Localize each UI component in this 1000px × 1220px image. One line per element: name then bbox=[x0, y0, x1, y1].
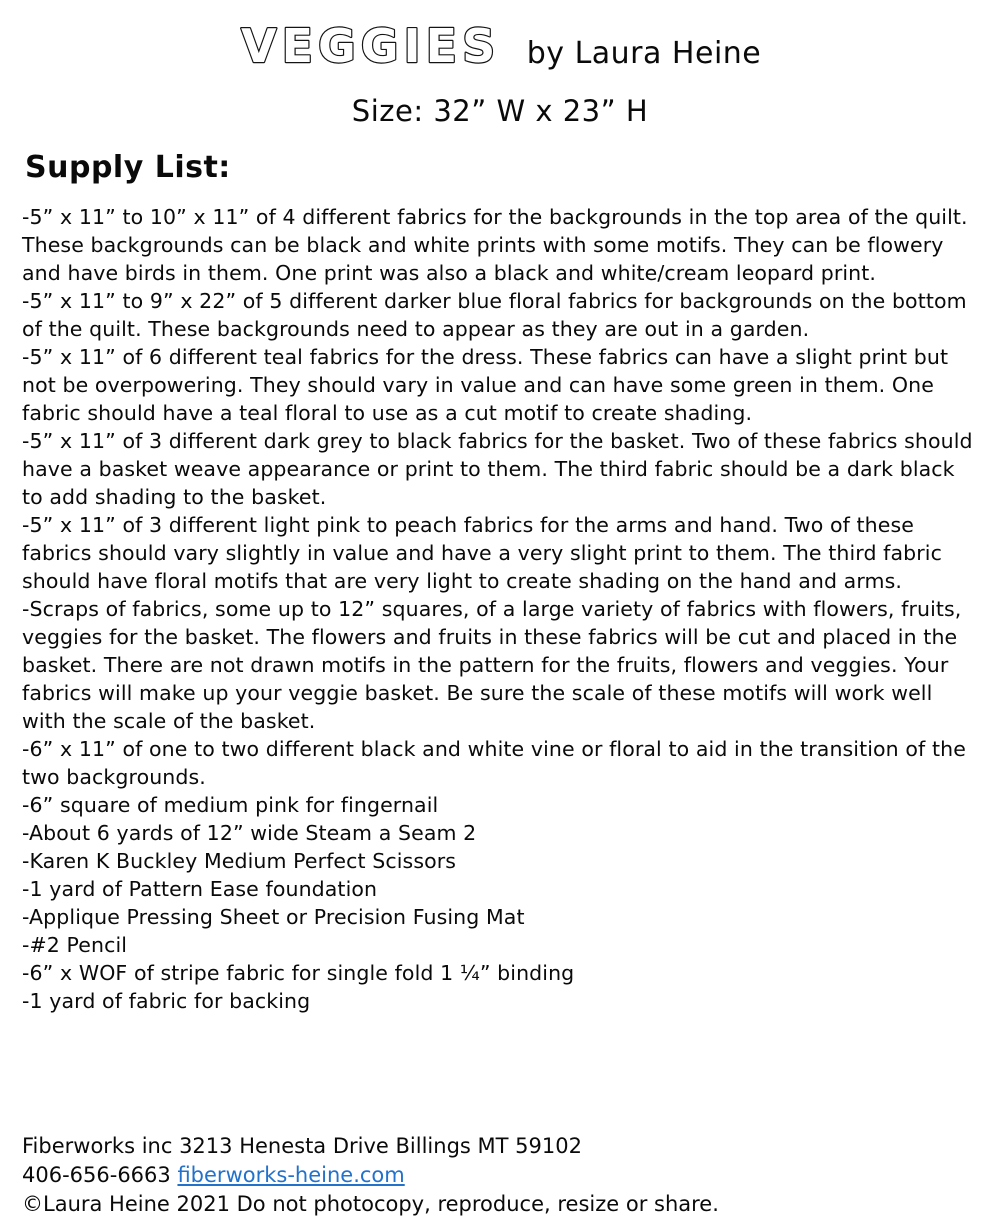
supply-list-heading: Supply List: bbox=[25, 150, 231, 185]
supply-item: -6” square of medium pink for fingernail bbox=[22, 793, 439, 817]
supply-item: -5” x 11” of 3 different light pink to peach fabrics for the arms and hand. Two of these fabrics should vary slightly in value and have a very slight print to them. The third fabric should have floral motifs that are very light to create shading on the hand and arms. bbox=[22, 513, 942, 593]
supply-item: -Karen K Buckley Medium Perfect Scissors bbox=[22, 849, 457, 873]
title-byline: by Laura Heine bbox=[526, 35, 762, 71]
supply-item: -Applique Pressing Sheet or Precision Fusing Mat bbox=[22, 905, 525, 929]
title-row bbox=[0, 0, 1000, 78]
supply-item: -6” x WOF of stripe fabric for single fold 1 ¼” binding bbox=[22, 961, 575, 985]
supply-list bbox=[22, 203, 978, 1015]
website-link[interactable]: fiberworks-heine.com bbox=[177, 1163, 405, 1187]
size-text: Size: 32” W x 23” H bbox=[351, 94, 649, 128]
footer-phone: 406-656-6663 bbox=[22, 1163, 171, 1187]
supply-item: -5” x 11” to 9” x 22” of 5 different darker blue floral fabrics for backgrounds on the bottom of the quilt. These backgrounds need to appear as they are out in a garden. bbox=[22, 289, 967, 341]
title-outline-lettering bbox=[239, 12, 517, 78]
supply-item: -#2 Pencil bbox=[22, 933, 128, 957]
footer-address: Fiberworks inc 3213 Henesta Drive Billings MT 59102 bbox=[22, 1134, 582, 1158]
supply-item: -1 yard of Pattern Ease foundation bbox=[22, 877, 378, 901]
supply-item: -5” x 11” of 3 different dark grey to black fabrics for the basket. Two of these fabrics should have a basket weave appearance or print to them. The third fabric should be a dark black to add shading to the basket. bbox=[22, 429, 973, 509]
supply-item: -6” x 11” of one to two different black and white vine or floral to aid in the transition of the two backgrounds. bbox=[22, 737, 966, 789]
supply-item: -1 yard of fabric for backing bbox=[22, 989, 311, 1013]
footer bbox=[22, 1132, 719, 1219]
supply-item: -5” x 11” to 10” x 11” of 4 different fabrics for the backgrounds in the top area of the quilt. These backgrounds can be black and white prints with some motifs. They can be flowery and have birds in them. One print was also a black and white/cream leopard print. bbox=[22, 205, 968, 285]
footer-copyright: ©Laura Heine 2021 Do not photocopy, reproduce, resize or share. bbox=[22, 1192, 719, 1216]
supply-item: -About 6 yards of 12” wide Steam a Seam 2 bbox=[22, 821, 477, 845]
footer-contact-line bbox=[22, 1161, 719, 1190]
supply-item: -5” x 11” of 6 different teal fabrics for the dress. These fabrics can have a slight print but not be overpowering. They should vary in value and can have some green in them. One fabric should have a teal floral to use as a cut motif to create shading. bbox=[22, 345, 949, 425]
supply-item: -Scraps of fabrics, some up to 12” squares, of a large variety of fabrics with flowers, fruits, veggies for the basket. The flowers and fruits in these fabrics will be cut and placed in the basket. There are not drawn motifs in the pattern for the fruits, flowers and veggies. Your fabrics will make up your veggie basket. Be sure the scale of these motifs will work well with the scale of the basket. bbox=[22, 597, 962, 733]
page-title: VEGGIES bbox=[240, 19, 500, 73]
